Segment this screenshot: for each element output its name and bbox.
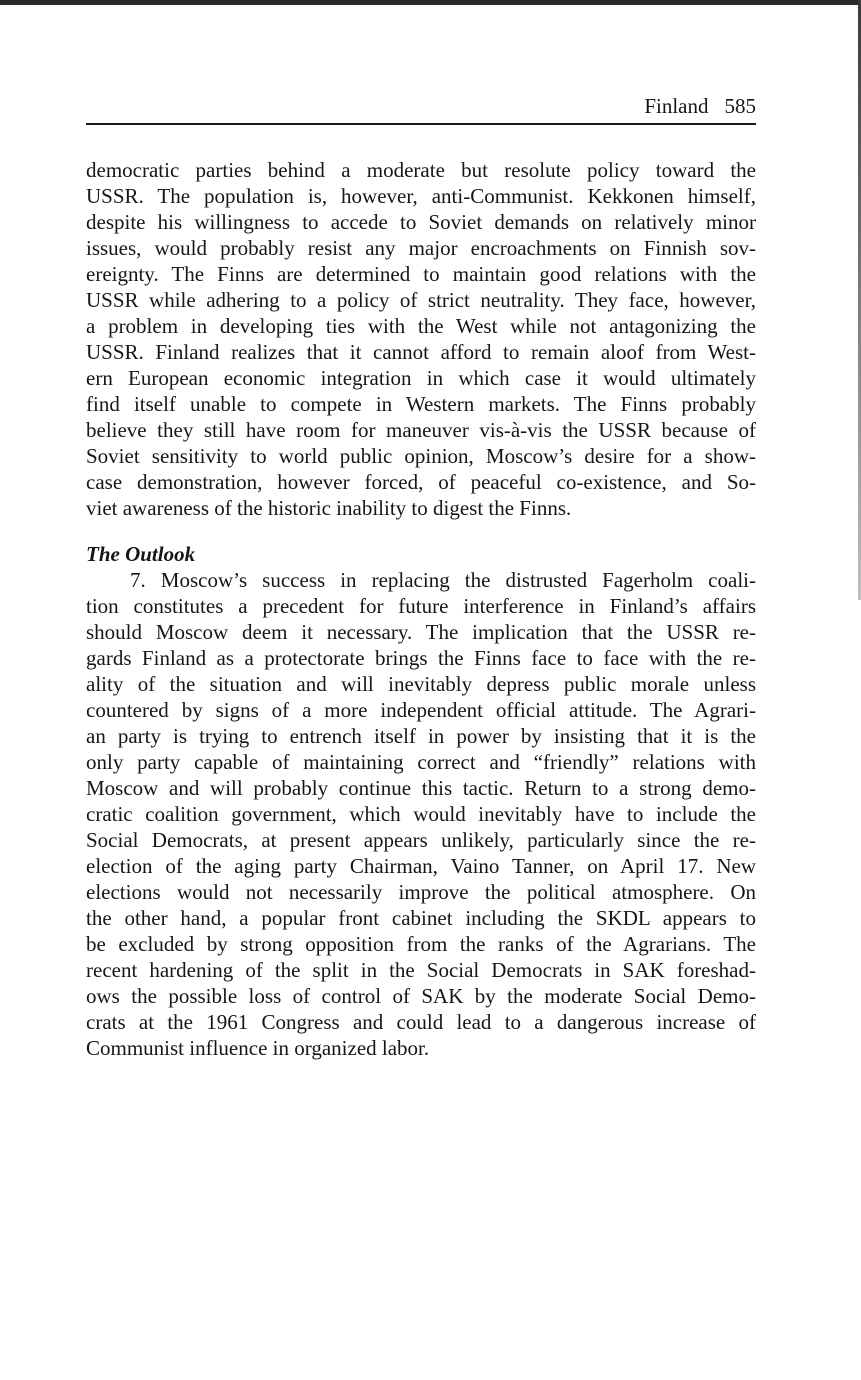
text-line: issues, would probably resist any major encroachments on Finnish sov- xyxy=(86,236,756,260)
text-line: Social Democrats, at present appears unlikely, particularly since the re- xyxy=(86,828,756,852)
text-line: elections would not necessarily improve the political atmosphere. On xyxy=(86,880,756,904)
text-line: only party capable of maintaining correct and “friendly” relations with xyxy=(86,750,756,774)
text-line: tion constitutes a precedent for future interference in Finland’s affairs xyxy=(86,594,756,618)
running-header xyxy=(86,92,756,125)
text-line: 7. Moscow’s success in replacing the distrusted Fagerholm coali- xyxy=(130,568,756,592)
document-page xyxy=(86,92,756,1061)
text-line: USSR while adhering to a policy of strict neutrality. They face, however, xyxy=(86,288,756,312)
text-line: find itself unable to compete in Western markets. The Finns probably xyxy=(86,392,756,416)
text-line: democratic parties behind a moderate but resolute policy toward the xyxy=(86,158,756,182)
text-line: an party is trying to entrench itself in power by insisting that it is the xyxy=(86,724,756,748)
text-line: Communist influence in organized labor. xyxy=(86,1036,430,1060)
text-line: Soviet sensitivity to world public opinion, Moscow’s desire for a show- xyxy=(86,444,756,468)
running-title: Finland xyxy=(644,94,709,118)
text-line: believe they still have room for maneuver vis-à-vis the USSR because of xyxy=(86,418,756,442)
text-line: be excluded by strong opposition from the ranks of the Agrarians. The xyxy=(86,932,756,956)
text-line: election of the aging party Chairman, Vaino Tanner, on April 17. New xyxy=(86,854,756,878)
text-line: ereignty. The Finns are determined to maintain good relations with the xyxy=(86,262,756,286)
text-line: viet awareness of the historic inability to digest the Finns. xyxy=(86,496,572,520)
text-line: recent hardening of the split in the Social Democrats in SAK foreshad- xyxy=(86,958,756,982)
paragraph-7 xyxy=(86,567,756,1061)
text-line: the other hand, a popular front cabinet including the SKDL appears to xyxy=(86,906,756,930)
text-line: despite his willingness to accede to Soviet demands on relatively minor xyxy=(86,210,756,234)
section-heading: The Outlook xyxy=(86,542,196,566)
text-line: ern European economic integration in which case it would ultimately xyxy=(86,366,756,390)
text-line: gards Finland as a protectorate brings the Finns face to face with the re- xyxy=(86,646,756,670)
text-line: crats at the 1961 Congress and could lead to a dangerous increase of xyxy=(86,1010,756,1034)
text-line: a problem in developing ties with the West while not antagonizing the xyxy=(86,314,756,338)
text-line: should Moscow deem it necessary. The implication that the USSR re- xyxy=(86,620,756,644)
paragraph-continued xyxy=(86,157,756,521)
text-line: ows the possible loss of control of SAK by the moderate Social Demo- xyxy=(86,984,756,1008)
text-line: USSR. Finland realizes that it cannot afford to remain aloof from West- xyxy=(86,340,756,364)
text-line: Moscow and will probably continue this tactic. Return to a strong demo- xyxy=(86,776,756,800)
text-line: USSR. The population is, however, anti-Communist. Kekkonen himself, xyxy=(86,184,756,208)
text-line: cratic coalition government, which would inevitably have to include the xyxy=(86,802,756,826)
scan-top-border xyxy=(0,0,861,5)
text-line: ality of the situation and will inevitably depress public morale unless xyxy=(86,672,756,696)
page-number: 585 xyxy=(724,94,756,118)
text-line: countered by signs of a more independent official attitude. The Agrari- xyxy=(86,698,756,722)
text-line: case demonstration, however forced, of peaceful co-existence, and So- xyxy=(86,470,756,494)
